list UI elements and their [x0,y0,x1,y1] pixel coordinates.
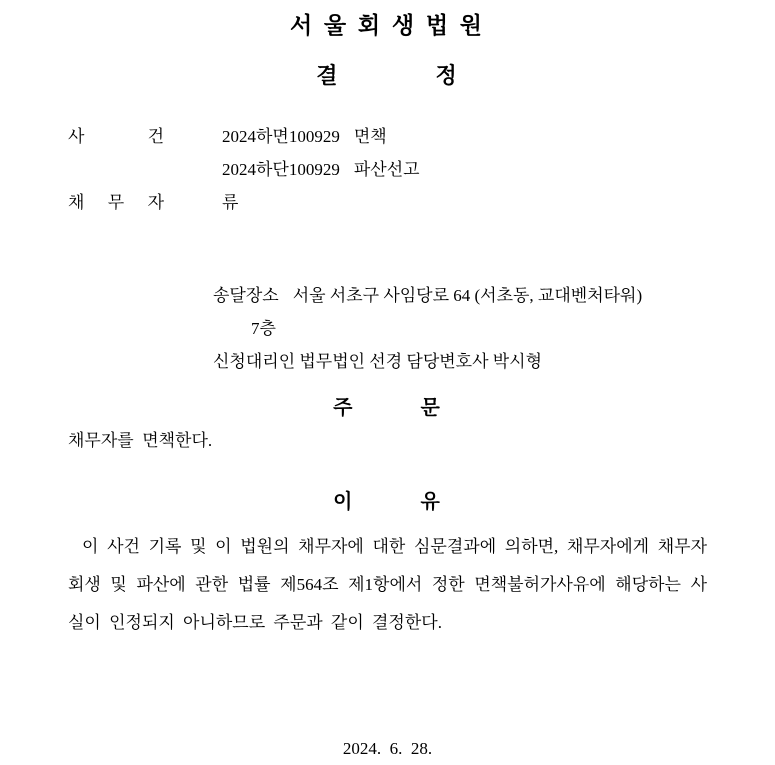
service-address-line [213,279,707,312]
document-type-title: 결 정 [316,63,459,88]
debtor-row [68,186,707,219]
representative-line: 신청대리인 법무법인 선경 담당변호사 박시형 [213,352,543,371]
service-address-block [213,279,707,378]
case-label-column-empty [68,153,222,186]
order-section-header: 주 문 [333,397,442,419]
reason-section-header: 이 유 [333,491,442,513]
service-address-label: 송달장소 [213,286,279,305]
case-title-2: 파산선고 [353,160,420,179]
decision-date: 2024. 6. 28. [342,739,433,758]
case-number-2: 2024하단100929 [222,160,340,179]
service-address-line2: 7층 [251,319,276,338]
case-label: 사 건 [68,127,164,146]
case-title-1: 면책 [353,127,387,146]
case-row [68,120,707,153]
case-label-column [68,120,222,153]
order-text: 채무자를 면책한다. [68,431,213,450]
debtor-label-column [68,186,222,219]
court-name: 서 울 회 생 법 원 [289,13,486,38]
debtor-name: 류 [222,193,239,212]
case-number-1: 2024하면100929 [222,127,340,146]
case-row [68,153,707,186]
service-address-text: 서울 서초구 사임당로 64 (서초동, 교대벤처타워) [292,286,643,305]
debtor-label: 채 무 자 [68,193,164,212]
case-info-block [68,120,707,219]
reason-text: 이 사건 기록 및 이 법원의 채무자에 대한 심문결과에 의하면, 채무자에게 채무자 회생 및 파산에 관한 법률 제564조 제1항에서 정한 면책불허가사유에 해당하는 사실이 인정되지 아니하므로 주문과 같이 결정한다. [68,537,707,632]
